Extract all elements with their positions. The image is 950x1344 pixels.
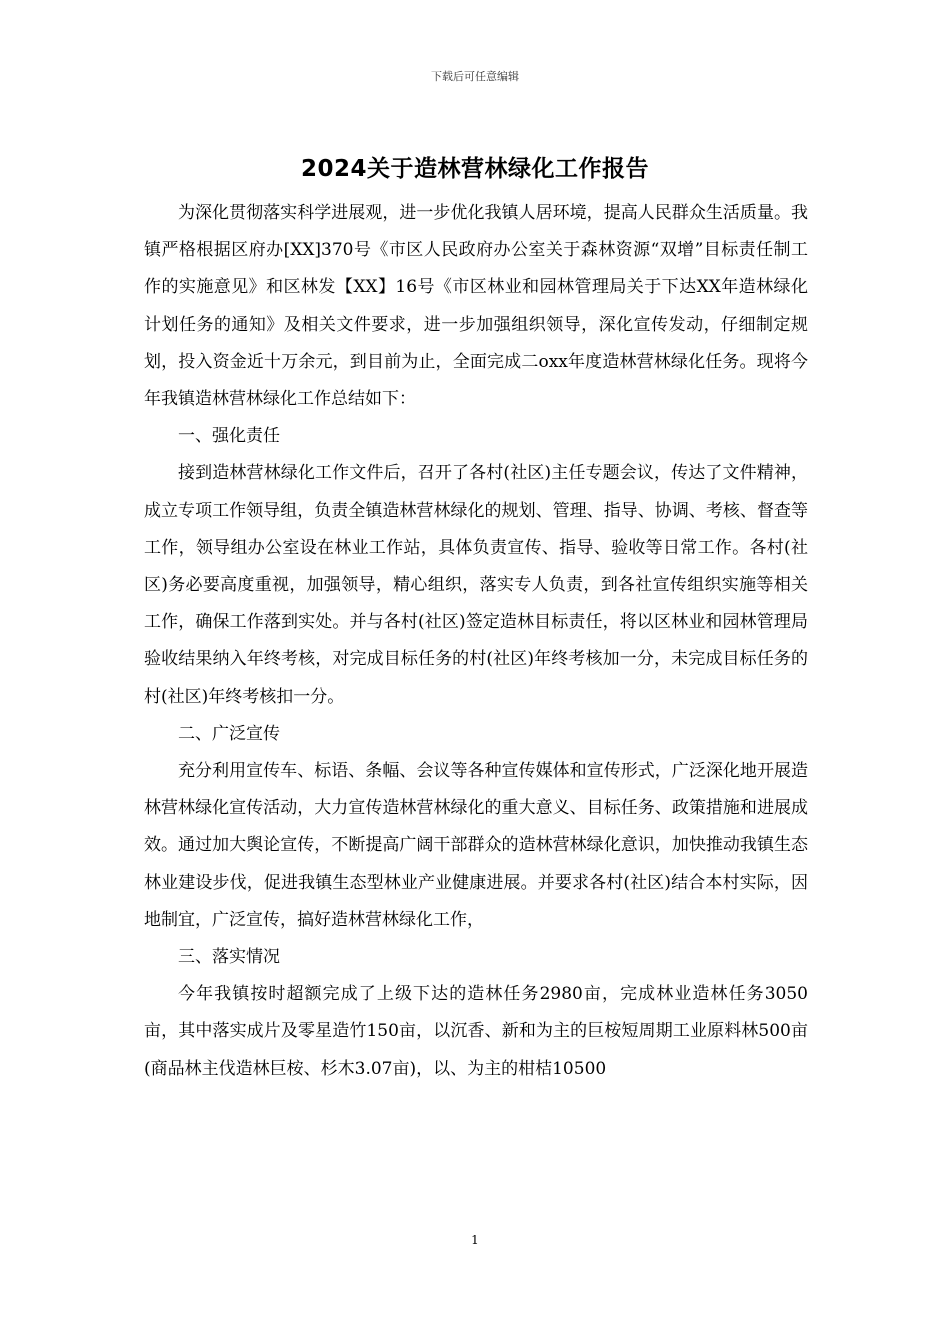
document-title: 2024关于造林营林绿化工作报告 xyxy=(300,156,649,182)
page-header-note: 下载后可任意编辑 xyxy=(431,70,519,83)
paragraph-intro: 为深化贯彻落实科学进展观，进一步优化我镇人居环境，提高人民群众生活质量。我镇严格根据区府办[XX]370号《市区人民政府办公室关于森林资源“双增”目标责任制工作的实施意见》和区林发【XX】16号《市区林业和园林管理局关于下达XX年造林绿化计划任务的通知》及相关文件要求，进一步加强组织领导，深化宣传发动，仔细制定规划，投入资金近十万余元，到目前为止，全面完成二oxx年度造林营林绿化任务。现将今年我镇造林营林绿化工作总结如下： xyxy=(144,203,808,410)
section-heading-3: 三、落实情况 xyxy=(178,947,280,968)
paragraph-section-2: 充分利用宣传车、标语、条幅、会议等各种宣传媒体和宣传形式，广泛深化地开展造林营林绿化宣传活动，大力宣传造林营林绿化的重大意义、目标任务、政策措施和进展成效。通过加大舆论宣传，不断提高广阔干部群众的造林营林绿化意识，加快推动我镇生态林业建设步伐，促进我镇生态型林业产业健康进展。并要求各村(社区)结合本村实际，因地制宜，广泛宣传，搞好造林营林绿化工作， xyxy=(144,761,808,930)
paragraph-section-1: 接到造林营林绿化工作文件后，召开了各村(社区)主任专题会议，传达了文件精神，成立专项工作领导组，负责全镇造林营林绿化的规划、管理、指导、协调、考核、督查等工作，领导组办公室设在林业工作站，具体负责宣传、指导、验收等日常工作。各村(社区)务必要高度重视，加强领导，精心组织，落实专人负责，到各社宣传组织实施等相关工作，确保工作落到实处。并与各村(社区)签定造林目标责任，将以区林业和园林管理局验收结果纳入年终考核，对完成目标任务的村(社区)年终考核加一分，未完成目标任务的村(社区)年终考核扣一分。 xyxy=(144,463,808,707)
section-heading-1: 一、强化责任 xyxy=(178,426,280,447)
section-heading-2: 二、广泛宣传 xyxy=(178,723,280,744)
page-number: 1 xyxy=(471,1233,479,1247)
document-body xyxy=(144,195,808,1088)
paragraph-section-3: 今年我镇按时超额完成了上级下达的造林任务2980亩，完成林业造林任务3050亩，其中落实成片及零星造竹150亩，以沉香、新和为主的巨桉短周期工业原料林500亩(商品林主伐造林巨桉、杉木3.07亩)，以、为主的柑桔10500 xyxy=(144,984,808,1079)
